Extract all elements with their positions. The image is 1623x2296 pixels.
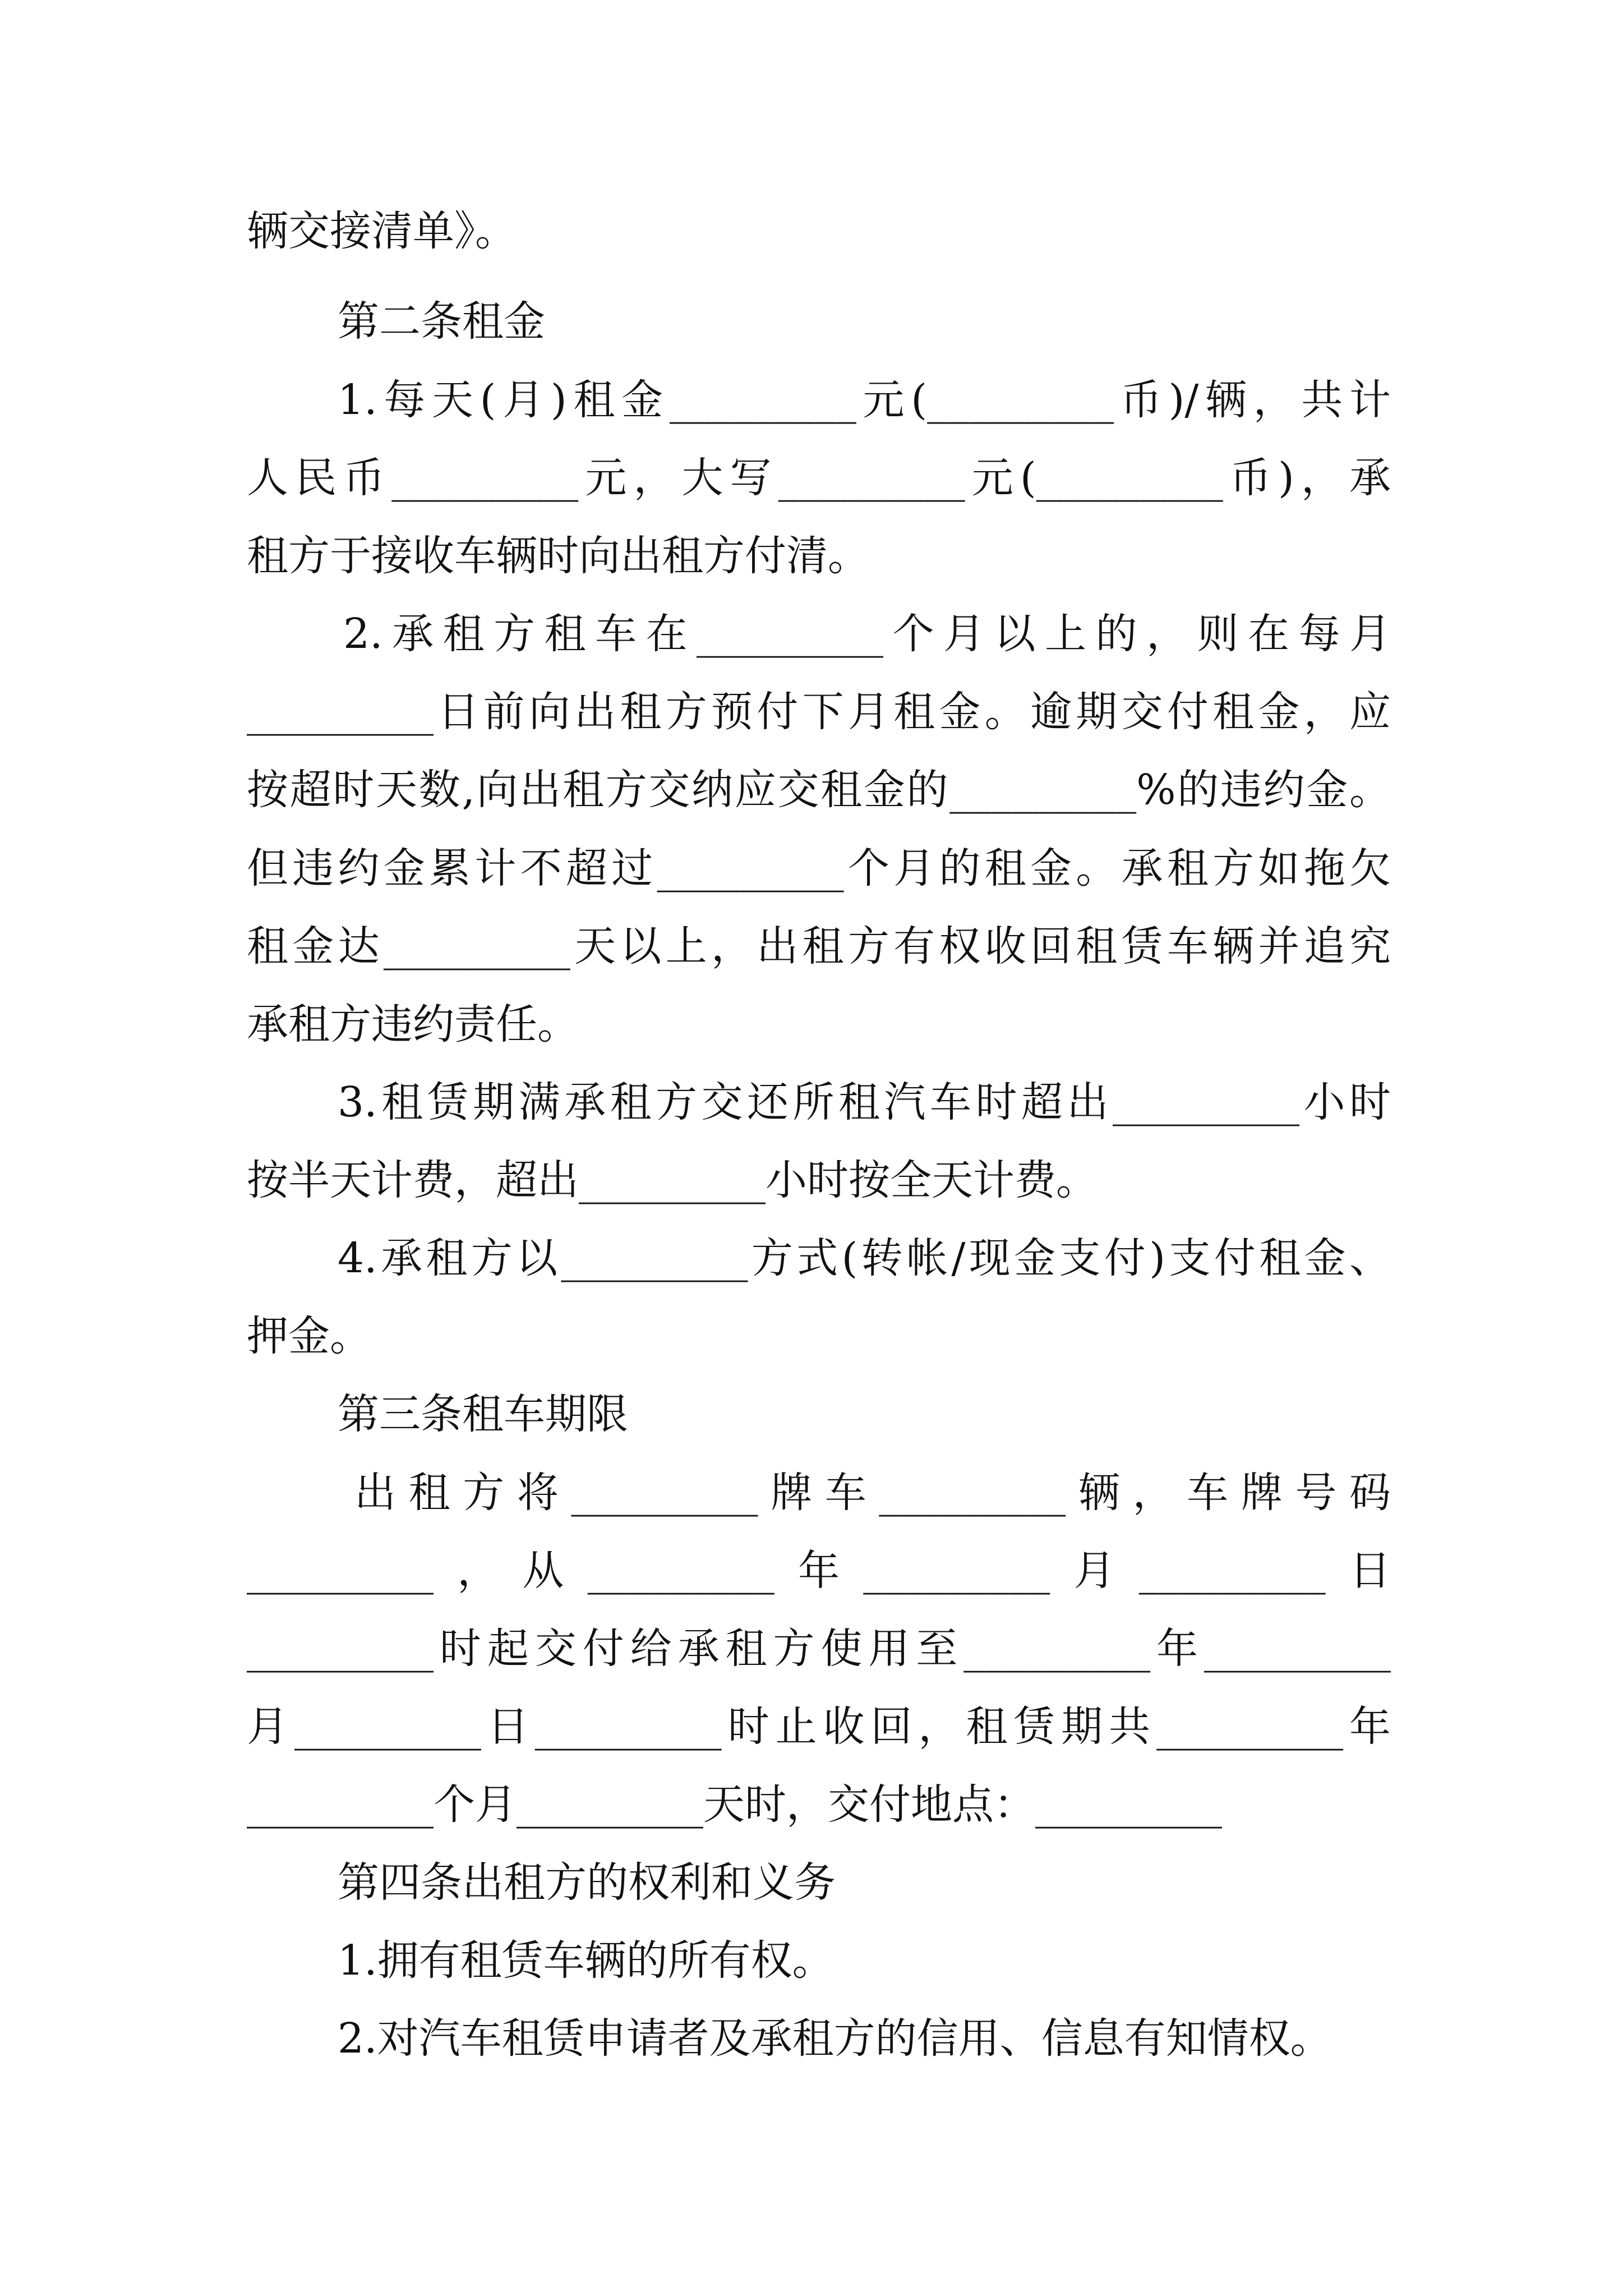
section-heading-rent: 第二条租金: [338, 297, 545, 346]
text-line: 但违约金累计不超过_________个月的租金。承租方如拖欠: [247, 844, 1391, 892]
text-line: 押金。: [247, 1312, 371, 1360]
text-line: 4.承租方以_________方式(转帐/现金支付)支付租金、: [338, 1234, 1391, 1282]
text-line: 租方于接收车辆时向出租方付清。: [247, 532, 869, 580]
text-line: _________时起交付给承租方使用至_________年_________: [247, 1625, 1391, 1673]
text-line: 月_________日_________时止收回，租赁期共_________年: [247, 1703, 1391, 1751]
text-line: 租金达_________天以上，出租方有权收回租赁车辆并追究: [247, 922, 1391, 970]
text-line: 2.承租方租车在_________个月以上的，则在每月: [343, 610, 1391, 658]
section-heading-term: 第三条租车期限: [338, 1390, 628, 1438]
text-line: 辆交接清单》。: [247, 207, 517, 255]
text-line: _________个月_________天时，交付地点：_________: [247, 1780, 1222, 1829]
text-line: 承租方违约责任。: [247, 1000, 579, 1048]
text-line: 1.拥有租赁车辆的所有权。: [338, 1936, 834, 1985]
text-line: 2.对汽车租赁申请者及承租方的信用、信息有知情权。: [338, 2014, 1332, 2063]
text-line: _________，从_________年_________月_________日: [247, 1547, 1391, 1595]
text-line: 出租方将_________牌车_________辆，车牌号码: [354, 1469, 1391, 1517]
text-line: 按超时天数,向出租方交纳应交租金的_________%的违约金。: [247, 766, 1391, 814]
text-line: _________日前向出租方预付下月租金。逾期交付租金，应: [247, 688, 1391, 736]
text-line: 3.租赁期满承租方交还所租汽车时超出_________小时: [338, 1078, 1391, 1126]
section-heading-lessor-rights: 第四条出租方的权利和义务: [338, 1858, 836, 1907]
text-line: 按半天计费，超出_________小时按全天计费。: [247, 1156, 1098, 1204]
text-line: 1.每天(月)租金_________元(_________币)/辆，共计: [338, 376, 1391, 424]
text-line: 人民币_________元，大写_________元(_________币)，承: [247, 454, 1391, 502]
